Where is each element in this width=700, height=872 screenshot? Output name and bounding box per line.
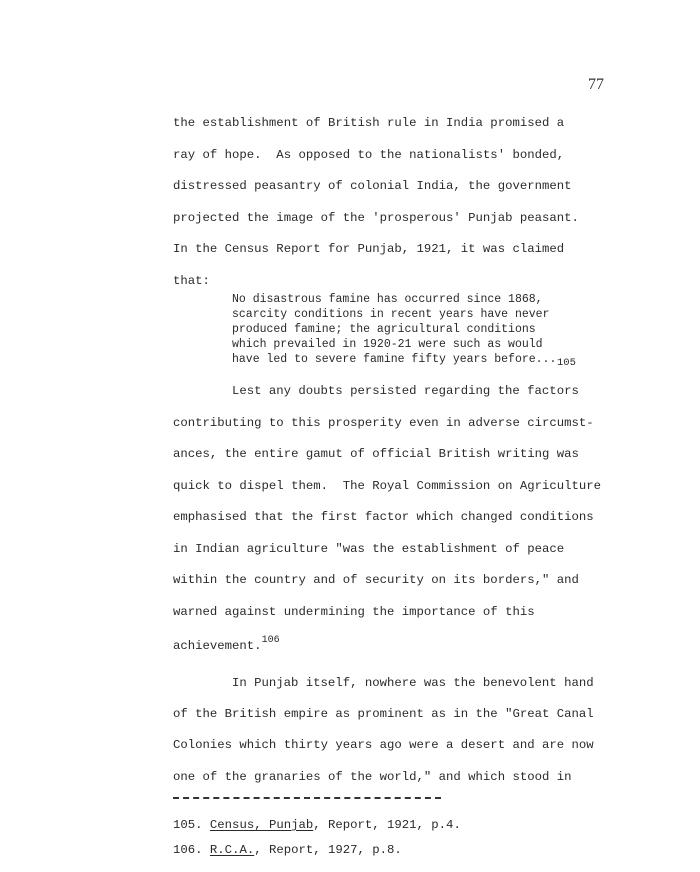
text-line: the establishment of British rule in India promised a (173, 116, 565, 130)
text-line: in Indian agriculture "was the establishment of peace (173, 542, 565, 556)
footnote-text: , Report, 1927, p.8. (254, 843, 402, 857)
text-line: Colonies which thirty years ago were a desert and are now (173, 738, 594, 752)
text-line: quick to dispel them. The Royal Commission on Agriculture (173, 479, 602, 493)
text-line: warned against undermining the importance of this (173, 605, 535, 619)
text-line: of the British empire as prominent as in the "Great Canal (173, 707, 594, 721)
text-line: distressed peasantry of colonial India, the government (173, 179, 572, 193)
text-line (173, 635, 280, 654)
footnote-title: R.C.A. (209, 843, 255, 857)
blockquote-line: scarcity conditions in recent years have never (232, 308, 550, 321)
text-line: emphasised that the first factor which changed conditions (173, 510, 594, 524)
footnote-divider (173, 797, 441, 799)
footnote-ref-105: 105 (557, 357, 576, 369)
blockquote-line: have led to severe famine fifty years before... (232, 353, 557, 366)
text-line: In Punjab itself, nowhere was the benevolent hand (232, 676, 594, 690)
page-number: 77 (588, 76, 604, 93)
text-line: one of the granaries of the world," and which stood in (173, 770, 572, 784)
blockquote-line: No disastrous famine has occurred since 1868, (232, 293, 543, 306)
text-line: that: (173, 274, 210, 288)
text-line: Lest any doubts persisted regarding the factors (232, 384, 579, 398)
text-line: ances, the entire gamut of official British writing was (173, 447, 579, 461)
footnote-number: 105. (173, 818, 203, 832)
footnote-106 (173, 843, 402, 857)
text-line: In the Census Report for Punjab, 1921, it was claimed (173, 242, 565, 256)
text-line: within the country and of security on its borders," and (173, 573, 579, 587)
text-line: contributing to this prosperity even in adverse circumst- (173, 416, 594, 430)
footnote-105 (173, 818, 461, 832)
footnote-text: , Report, 1921, p.4. (313, 818, 461, 832)
blockquote-line: which prevailed in 1920-21 were such as would (232, 338, 543, 351)
footnote-number: 106. (173, 843, 203, 857)
footnote-ref-106: 106 (261, 635, 280, 646)
text-line: ray of hope. As opposed to the nationalists' bonded, (173, 148, 565, 162)
text-line: projected the image of the 'prosperous' Punjab peasant. (173, 211, 579, 225)
text-line-end: achievement. (173, 639, 262, 653)
footnote-title: Census, Punjab (209, 818, 314, 832)
blockquote-line: produced famine; the agricultural conditions (232, 323, 536, 336)
